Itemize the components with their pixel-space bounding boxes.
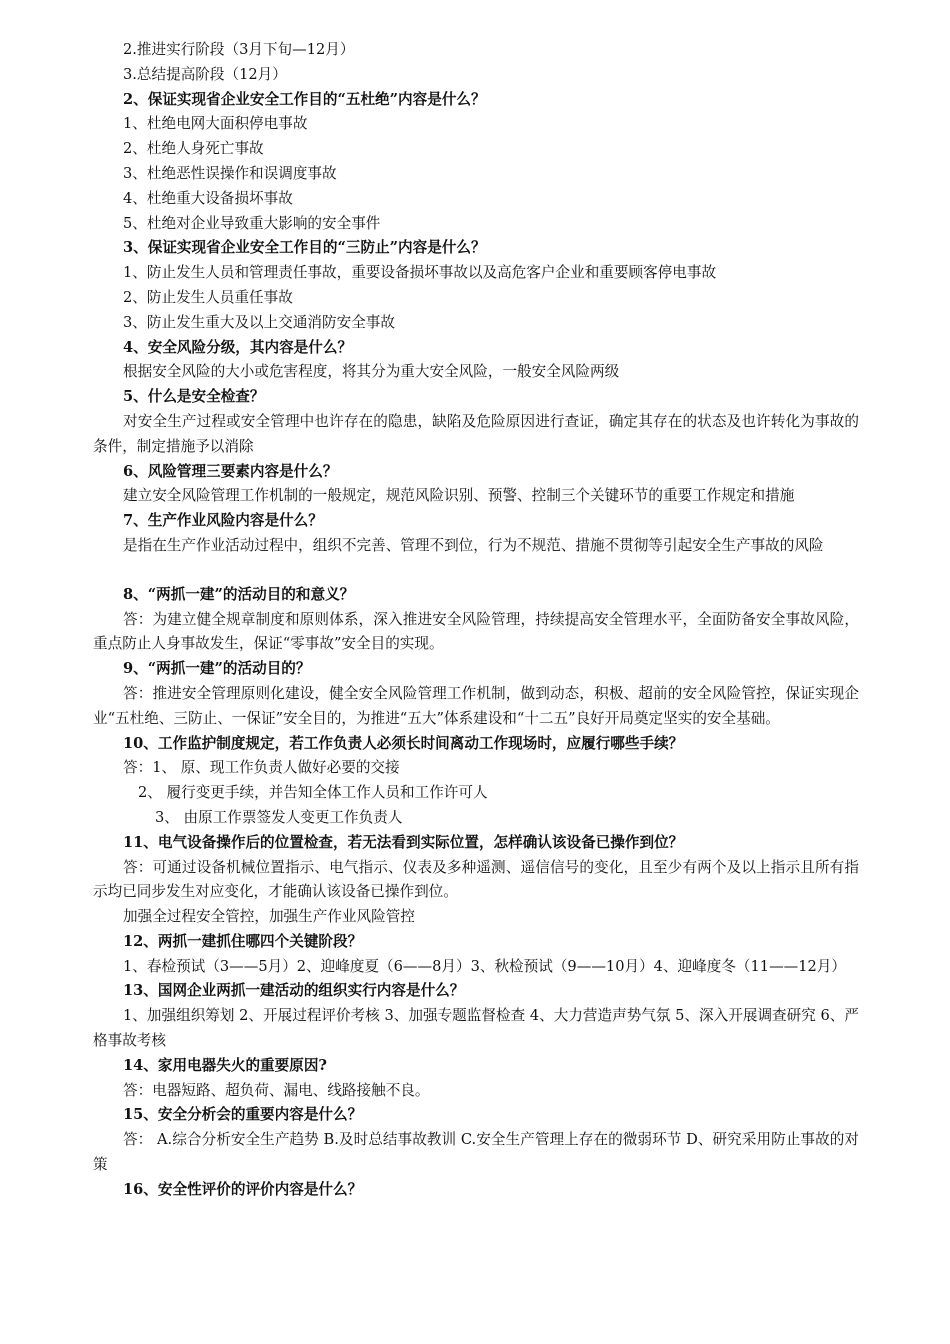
question-heading: 4、安全风险分级，其内容是什么？ — [123, 338, 353, 356]
question-heading: 8、“两抓一建”的活动目的和意义？ — [123, 585, 355, 603]
question-heading: 13、国网企业两抓一建活动的组织实行内容是什么？ — [123, 982, 465, 1000]
question-heading: 11、电气设备操作后的位置检查，若无法看到实际位置，怎样确认该设备已操作到位？ — [123, 833, 684, 851]
answer-line: 2、防止发生人员重任事故 — [123, 288, 293, 306]
question-heading: 12、两抓一建抓住哪四个关键阶段？ — [123, 932, 363, 950]
document-page — [93, 38, 859, 1203]
question-heading: 14、家用电器失火的重要原因? — [123, 1056, 327, 1074]
answer-line: 3、杜绝恶性误操作和误调度事故 — [123, 164, 337, 182]
question-heading: 16、安全性评价的评价内容是什么？ — [123, 1180, 363, 1198]
answer-paragraph: 建立安全风险管理工作机制的一般规定，规范风险识别、预警、控制三个关键环节的重要工作规定和措施 — [123, 487, 795, 505]
answer-paragraph: 1、春检预试（3——5月）2、迎峰度夏（6——8月）3、秋检预试（9——10月）4、迎峰度冬（11——12月） — [123, 957, 847, 975]
text-line: 3.总结提高阶段（12月） — [123, 65, 287, 83]
question-heading: 6、风险管理三要素内容是什么？ — [123, 462, 338, 480]
answer-line: 3、 由原工作票签发人变更工作负责人 — [155, 808, 403, 826]
answer-paragraph: 对安全生产过程或安全管理中也许存在的隐患，缺陷及危险原因进行查证，确定其存在的状态及也许转化为事故的条件，制定措施予以消除 — [93, 412, 859, 455]
answer-paragraph: 答：推进安全管理原则化建设，健全安全风险管理工作机制，做到动态，积极、超前的安全风险管控，保证实现企业“五杜绝、三防止、一保证”安全目的，为推进“五大”体系建设和“十二五”良好开局奠定坚实的安全基础。 — [93, 684, 859, 727]
answer-line: 2、杜绝人身死亡事故 — [123, 140, 264, 158]
question-heading: 7、生产作业风险内容是什么？ — [123, 512, 323, 530]
answer-line: 3、防止发生重大及以上交通消防安全事故 — [123, 313, 395, 331]
question-heading: 10、工作监护制度规定，若工作负责人必须长时间离动工作现场时，应履行哪些手续？ — [123, 734, 684, 752]
blank-line — [93, 559, 859, 583]
answer-line: 5、杜绝对企业导致重大影响的安全事件 — [123, 214, 381, 232]
answer-line: 2、 履行变更手续，并告知全体工作人员和工作许可人 — [138, 784, 488, 802]
answer-paragraph: 答：可通过设备机械位置指示、电气指示、仪表及多种遥测、遥信信号的变化，且至少有两个及以上指示且所有指示均已同步发生对应变化，才能确认该设备已操作到位。 — [93, 858, 859, 901]
question-heading: 15、安全分析会的重要内容是什么？ — [123, 1106, 363, 1124]
answer-line: 4、杜绝重大设备损坏事故 — [123, 189, 293, 207]
text-line: 2.推进实行阶段（3月下旬—12月） — [123, 41, 355, 58]
question-heading: 2、保证实现省企业安全工作目的“五杜绝”内容是什么？ — [123, 90, 486, 108]
answer-line: 1、防止发生人员和管理责任事故，重要设备损坏事故以及高危客户企业和重要顾客停电事故 — [123, 264, 717, 282]
answer-line: 加强全过程安全管控，加强生产作业风险管控 — [123, 908, 415, 926]
question-heading: 9、“两抓一建”的活动目的？ — [123, 660, 311, 678]
answer-paragraph: 根据安全风险的大小或危害程度，将其分为重大安全风险，一般安全风险两级 — [123, 363, 620, 381]
answer-paragraph: 是指在生产作业活动过程中，组织不完善、管理不到位，行为不规范、措施不贯彻等引起安全生产事故的风险 — [123, 536, 824, 554]
question-heading: 3、保证实现省企业安全工作目的“三防止”内容是什么？ — [123, 239, 486, 257]
answer-line: 答：电器短路、超负荷、漏电、线路接触不良。 — [123, 1081, 430, 1099]
answer-line: 1、杜绝电网大面积停电事故 — [123, 115, 308, 133]
answer-paragraph: 答：为建立健全规章制度和原则体系，深入推进安全风险管理，持续提高安全管理水平，全面防备安全事故风险，重点防止人身事故发生，保证“零事故”安全目的实现。 — [93, 610, 859, 653]
answer-paragraph: 1、加强组织筹划 2、开展过程评价考核 3、加强专题监督检查 4、大力营造声势气氛 5、深入开展调查研究 6、严格事故考核 — [93, 1007, 859, 1050]
question-heading: 5、什么是安全检查？ — [123, 388, 265, 406]
answer-paragraph: 答： A.综合分析安全生产趋势 B.及时总结事故教训 C.安全生产管理上存在的微弱环节 D、研究采用防止事故的对策 — [93, 1131, 859, 1174]
answer-line: 答：1、 原、现工作负责人做好必要的交接 — [123, 759, 400, 777]
